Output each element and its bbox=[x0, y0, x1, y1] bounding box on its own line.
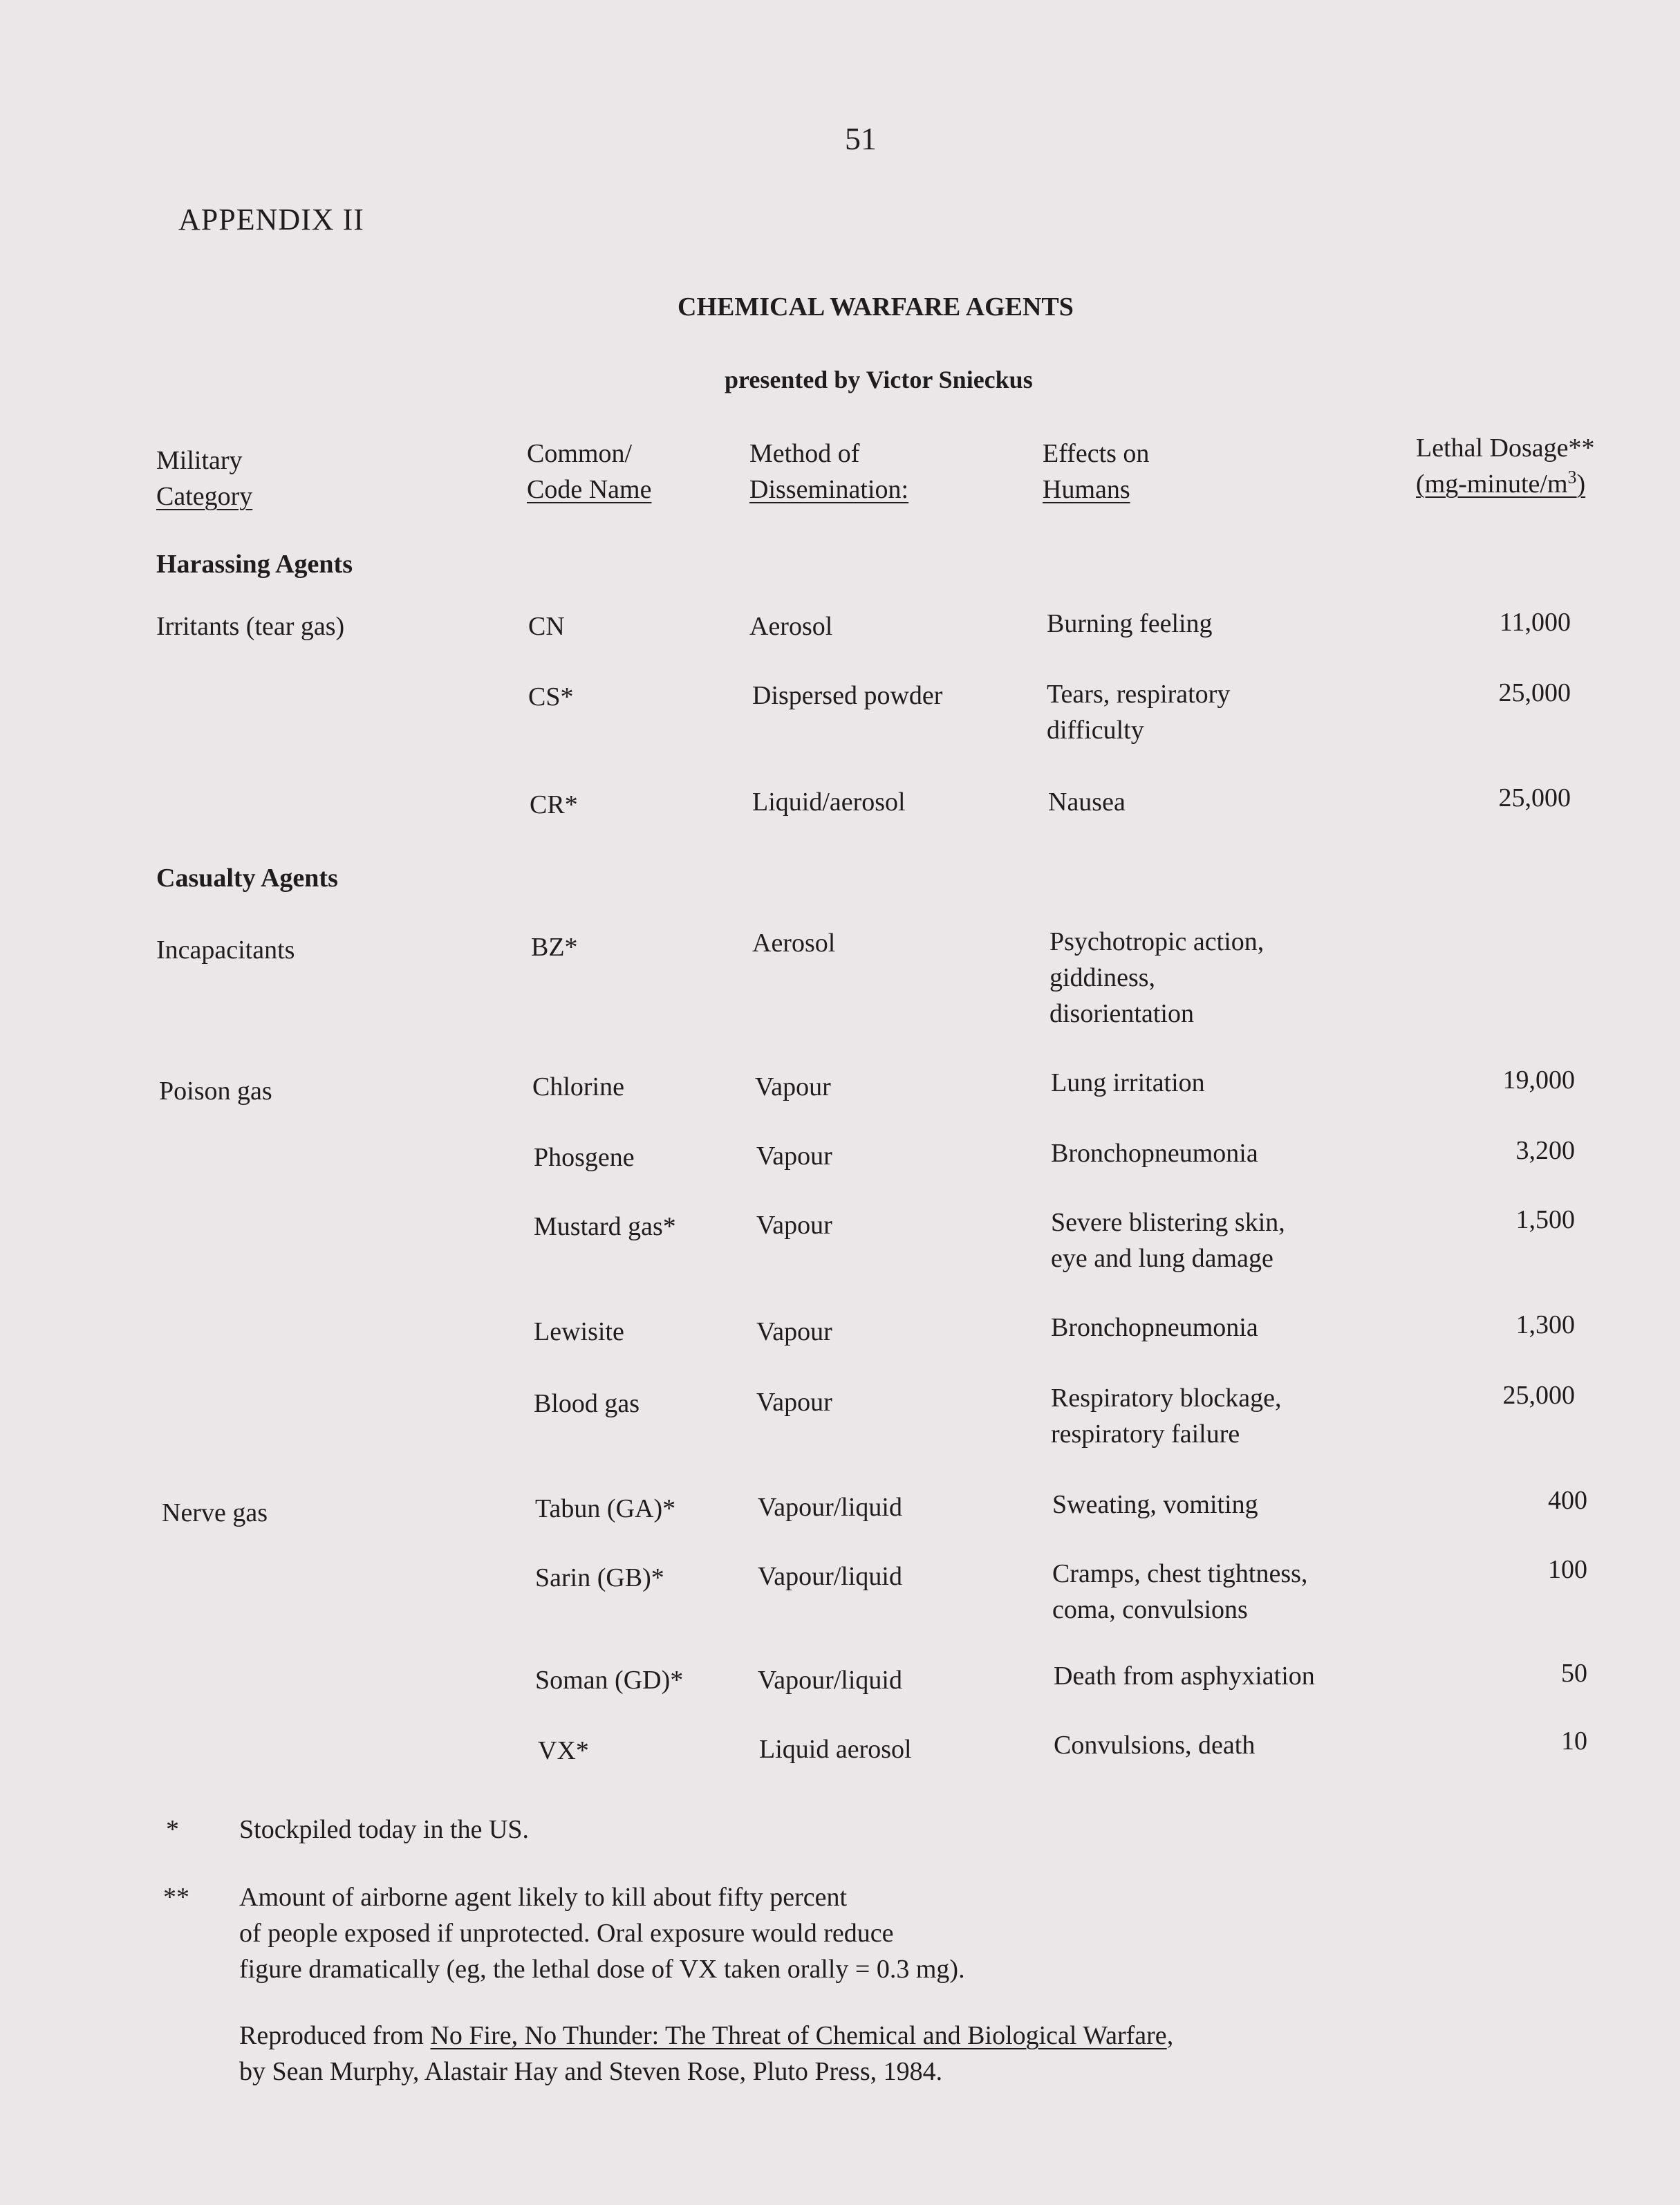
cell-effects: Lung irritation bbox=[1051, 1068, 1205, 1097]
footnote-star-text: Stockpiled today in the US. bbox=[239, 1815, 530, 1844]
footnote-dstar-marker: ** bbox=[163, 1883, 189, 1912]
cell-dosage: 25,000 bbox=[1498, 783, 1571, 812]
header-code-name: Common/ Code Name bbox=[527, 439, 652, 504]
cell-effects: Nausea bbox=[1048, 788, 1126, 817]
cell-name: CR* bbox=[530, 790, 578, 819]
cell-dosage: 10 bbox=[1561, 1727, 1587, 1756]
source-citation bbox=[239, 2018, 1173, 2090]
source-line-1: Reproduced from No Fire, No Thunder: The Threat of Chemical and Biological Warfare, bbox=[239, 2021, 1174, 2050]
cell-dosage: 100 bbox=[1548, 1555, 1587, 1584]
header-effects: Effects on Humans bbox=[1043, 439, 1150, 504]
cell-category: Irritants (tear gas) bbox=[156, 612, 345, 641]
cell-dosage: 19,000 bbox=[1502, 1066, 1575, 1095]
group-harassing-agents: Harassing Agents bbox=[156, 550, 353, 579]
cell-effects: Tears, respiratory difficulty bbox=[1047, 680, 1231, 745]
cell-dosage: 1,300 bbox=[1515, 1310, 1575, 1339]
footnote-star-marker: * bbox=[166, 1815, 179, 1844]
cell-name: Mustard gas* bbox=[534, 1212, 676, 1241]
header-method: Method of Dissemination: bbox=[749, 439, 909, 504]
source-line-2: by Sean Murphy, Alastair Hay and Steven Rose, Pluto Press, 1984. bbox=[239, 2057, 943, 2086]
cell-method: Vapour/liquid bbox=[758, 1493, 902, 1522]
cell-method: Liquid/aerosol bbox=[752, 788, 906, 817]
table-title: CHEMICAL WARFARE AGENTS bbox=[678, 292, 1074, 322]
cell-method: Dispersed powder bbox=[752, 681, 943, 710]
cell-dosage: 25,000 bbox=[1502, 1381, 1575, 1410]
cell-name: Tabun (GA)* bbox=[535, 1494, 676, 1523]
cell-effects: Respiratory blockage, respiratory failure bbox=[1051, 1384, 1282, 1449]
cell-effects: Cramps, chest tightness, coma, convulsions bbox=[1052, 1559, 1308, 1624]
cell-name: Lewisite bbox=[534, 1317, 624, 1346]
cell-method: Vapour bbox=[756, 1388, 832, 1417]
source-book-title: No Fire, No Thunder: The Threat of Chemical and Biological Warfare bbox=[430, 2021, 1167, 2050]
cell-effects: Death from asphyxiation bbox=[1054, 1662, 1315, 1691]
cell-effects: Severe blistering skin, eye and lung damage bbox=[1051, 1208, 1285, 1273]
cell-effects: Bronchopneumonia bbox=[1051, 1139, 1258, 1168]
cell-method: Vapour bbox=[755, 1072, 831, 1101]
cell-dosage: 11,000 bbox=[1499, 608, 1571, 637]
cell-name: Soman (GD)* bbox=[535, 1666, 684, 1695]
cell-category: Poison gas bbox=[159, 1077, 272, 1106]
header-lethal-dosage: Lethal Dosage** $(mg-minute/m^3)$ bbox=[1416, 430, 1595, 502]
cell-effects: Sweating, vomiting bbox=[1052, 1490, 1258, 1519]
cell-category: Incapacitants bbox=[156, 936, 295, 965]
cell-name: CS* bbox=[528, 682, 574, 711]
cell-method: Vapour bbox=[756, 1211, 832, 1240]
cell-effects: Bronchopneumonia bbox=[1051, 1313, 1258, 1342]
appendix-heading: APPENDIX II bbox=[178, 203, 364, 236]
header-military-category: Military Category bbox=[156, 446, 253, 511]
cell-category: Nerve gas bbox=[162, 1498, 268, 1527]
cell-dosage: 3,200 bbox=[1515, 1136, 1575, 1165]
cell-method: Vapour/liquid bbox=[758, 1666, 902, 1695]
page-number: 51 bbox=[845, 121, 877, 156]
dosage-units: $(mg-minute/m^3)$ bbox=[1416, 467, 1586, 499]
cell-method: Liquid aerosol bbox=[759, 1735, 912, 1764]
cell-name: Chlorine bbox=[532, 1072, 624, 1101]
cell-name: VX* bbox=[538, 1736, 589, 1765]
cell-effects: Psychotropic action, giddiness, disorientation bbox=[1049, 927, 1264, 1028]
cell-dosage: 1,500 bbox=[1515, 1205, 1575, 1234]
cell-dosage: 25,000 bbox=[1498, 678, 1571, 707]
cell-name: BZ* bbox=[531, 933, 578, 962]
cell-method: Vapour bbox=[756, 1142, 832, 1171]
cell-method: Aerosol bbox=[752, 929, 836, 958]
footnote-dstar-text: Amount of airborne agent likely to kill about fifty percent of people exposed if unprotected. Oral exposure would reduce figure dramatically (eg, the lethal dose of VX taken orally = 0.3 mg). bbox=[239, 1883, 965, 1984]
cell-effects: Convulsions, death bbox=[1054, 1731, 1256, 1760]
cell-name: CN bbox=[528, 612, 565, 641]
cell-dosage: 400 bbox=[1548, 1486, 1587, 1515]
cell-name: Sarin (GB)* bbox=[535, 1563, 664, 1592]
cell-method: Vapour/liquid bbox=[758, 1562, 902, 1591]
cell-method: Aerosol bbox=[749, 612, 833, 641]
cell-method: Vapour bbox=[756, 1317, 832, 1346]
cell-name: Phosgene bbox=[534, 1143, 635, 1172]
group-casualty-agents: Casualty Agents bbox=[156, 864, 338, 893]
table-subtitle: presented by Victor Snieckus bbox=[725, 366, 1033, 393]
cell-name: Blood gas bbox=[534, 1389, 640, 1418]
cell-effects: Burning feeling bbox=[1047, 609, 1213, 638]
cell-dosage: 50 bbox=[1561, 1659, 1587, 1688]
